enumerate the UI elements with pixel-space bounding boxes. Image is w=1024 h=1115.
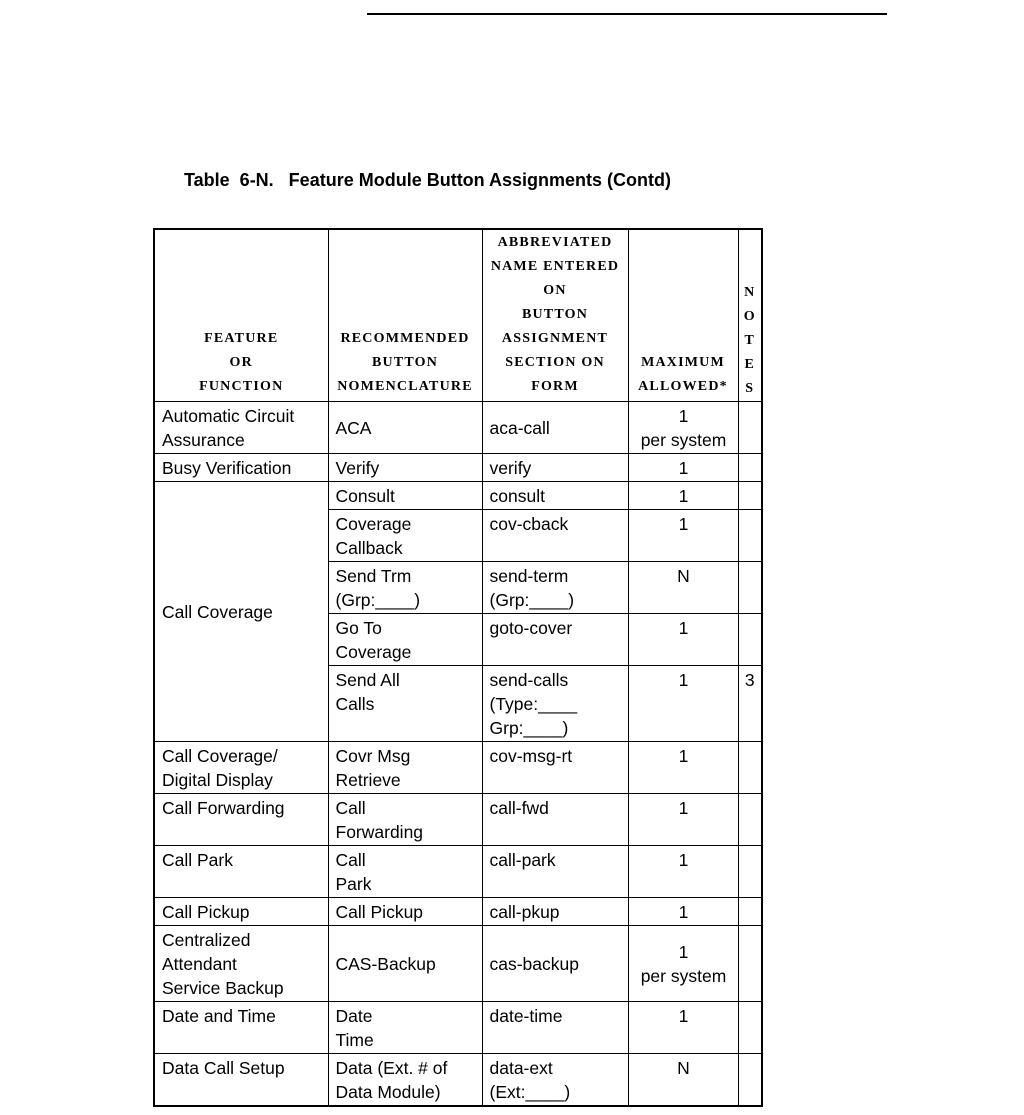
table-row	[154, 453, 762, 481]
max-cell: 1 per system	[628, 401, 738, 453]
max-cell: 1	[628, 897, 738, 925]
table-row	[154, 1001, 762, 1053]
feature-cell: Data Call Setup	[154, 1053, 328, 1106]
max-cell: 1	[628, 665, 738, 741]
max-cell: 1	[628, 1001, 738, 1053]
header-row	[154, 229, 762, 401]
table-row	[154, 897, 762, 925]
notes-cell	[738, 481, 762, 509]
table-row	[154, 401, 762, 453]
notes-cell	[738, 509, 762, 561]
notes-cell	[738, 741, 762, 793]
name-cell: aca-call	[482, 401, 628, 453]
table-caption: Table 6-N. Feature Module Button Assignments (Contd)	[184, 170, 672, 190]
button-cell: Coverage Callback	[328, 509, 482, 561]
notes-cell	[738, 1053, 762, 1106]
max-cell: 1	[628, 613, 738, 665]
button-cell: Go To Coverage	[328, 613, 482, 665]
notes-cell	[738, 845, 762, 897]
button-cell: CAS-Backup	[328, 925, 482, 1001]
name-cell: cov-cback	[482, 509, 628, 561]
table-row	[154, 481, 762, 509]
table-row	[154, 845, 762, 897]
name-cell: cov-msg-rt	[482, 741, 628, 793]
name-cell: goto-cover	[482, 613, 628, 665]
max-cell: 1	[628, 845, 738, 897]
max-cell: N	[628, 561, 738, 613]
notes-cell	[738, 897, 762, 925]
button-cell: Data (Ext. # of Data Module)	[328, 1053, 482, 1106]
name-cell: send-calls (Type:____ Grp:____)	[482, 665, 628, 741]
name-cell: call-park	[482, 845, 628, 897]
header-maximum-allowed: MAXIMUM ALLOWED*	[628, 229, 738, 401]
max-cell: N	[628, 1053, 738, 1106]
feature-cell: Centralized Attendant Service Backup	[154, 925, 328, 1001]
header-nomenclature: RECOMMENDED BUTTON NOMENCLATURE	[328, 229, 482, 401]
max-cell: 1	[628, 509, 738, 561]
max-cell: 1	[628, 741, 738, 793]
notes-cell	[738, 613, 762, 665]
name-cell: data-ext (Ext:____)	[482, 1053, 628, 1106]
top-rule	[367, 13, 887, 15]
name-cell: call-fwd	[482, 793, 628, 845]
header-notes: N O T E S	[738, 229, 762, 401]
notes-cell: 3	[738, 665, 762, 741]
feature-cell: Call Park	[154, 845, 328, 897]
notes-cell	[738, 1001, 762, 1053]
notes-cell	[738, 925, 762, 1001]
button-cell: Call Park	[328, 845, 482, 897]
feature-cell: Date and Time	[154, 1001, 328, 1053]
table-row	[154, 793, 762, 845]
name-cell: call-pkup	[482, 897, 628, 925]
button-cell: ACA	[328, 401, 482, 453]
table-row	[154, 741, 762, 793]
name-cell: send-term (Grp:____)	[482, 561, 628, 613]
header-feature: FEATURE OR FUNCTION	[154, 229, 328, 401]
max-cell: 1	[628, 481, 738, 509]
button-cell: Covr Msg Retrieve	[328, 741, 482, 793]
feature-cell: Call Coverage	[154, 481, 328, 741]
button-cell: Send All Calls	[328, 665, 482, 741]
name-cell: date-time	[482, 1001, 628, 1053]
max-cell: 1	[628, 453, 738, 481]
feature-cell: Call Pickup	[154, 897, 328, 925]
feature-cell: Call Coverage/ Digital Display	[154, 741, 328, 793]
notes-cell	[738, 561, 762, 613]
button-cell: Send Trm (Grp:____)	[328, 561, 482, 613]
button-cell: Call Pickup	[328, 897, 482, 925]
button-cell: Date Time	[328, 1001, 482, 1053]
feature-cell: Call Forwarding	[154, 793, 328, 845]
button-cell: Call Forwarding	[328, 793, 482, 845]
name-cell: verify	[482, 453, 628, 481]
table-row	[154, 925, 762, 1001]
notes-cell	[738, 401, 762, 453]
feature-cell: Automatic Circuit Assurance	[154, 401, 328, 453]
max-cell: 1	[628, 793, 738, 845]
button-cell: Verify	[328, 453, 482, 481]
notes-cell	[738, 793, 762, 845]
button-cell: Consult	[328, 481, 482, 509]
table-row	[154, 1053, 762, 1106]
name-cell: cas-backup	[482, 925, 628, 1001]
button-assignments-table	[153, 228, 763, 1107]
max-cell: 1 per system	[628, 925, 738, 1001]
feature-cell: Busy Verification	[154, 453, 328, 481]
header-abbreviated-name: ABBREVIATED NAME ENTERED ON BUTTON ASSIGNMENT SECTION ON FORM	[482, 229, 628, 401]
notes-cell	[738, 453, 762, 481]
name-cell: consult	[482, 481, 628, 509]
